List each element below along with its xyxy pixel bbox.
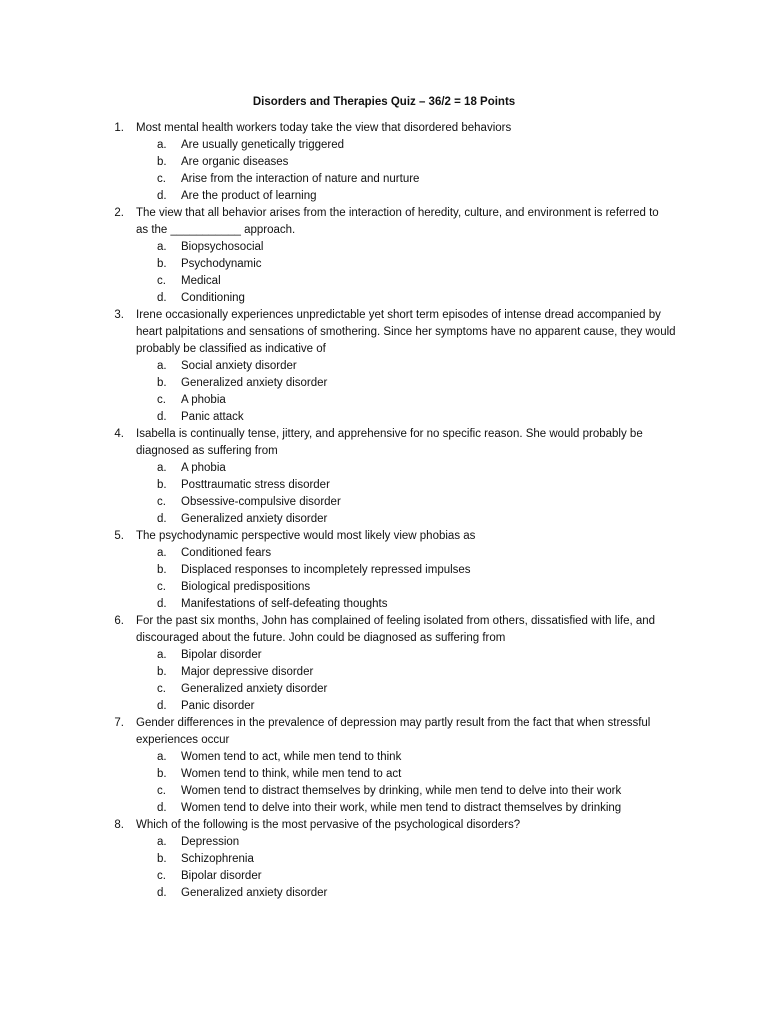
answer-option [0,851,768,868]
answer-option [0,188,768,205]
option-text: Social anxiety disorder [181,360,297,372]
option-letter: d. [157,887,167,899]
answer-option [0,460,768,477]
option-text: Conditioned fears [181,547,272,559]
option-letter: c. [157,173,166,185]
answer-option [0,800,768,817]
question-text [136,426,688,460]
option-text: Generalized anxiety disorder [181,377,328,389]
option-letter: a. [157,751,167,763]
option-letter: c. [157,683,166,695]
option-text: Biopsychosocial [181,241,264,253]
option-text: Generalized anxiety disorder [181,683,328,695]
question-item [0,715,768,817]
option-letter: a. [157,462,167,474]
answer-option [0,256,768,273]
option-letter: c. [157,870,166,882]
option-text: Schizophrenia [181,853,254,865]
option-letter: d. [157,190,167,202]
option-letter: a. [157,241,167,253]
answer-option [0,358,768,375]
answer-option [0,766,768,783]
option-letter: b. [157,479,167,491]
option-text: Posttraumatic stress disorder [181,479,330,491]
option-letter: b. [157,768,167,780]
answer-option [0,409,768,426]
answer-option [0,698,768,715]
option-text: A phobia [181,394,226,406]
option-text: Are usually genetically triggered [181,139,345,151]
question-text-line: heart palpitations and sensations of smothering. Since her symptoms have no apparent cause, they would [136,326,676,338]
option-text: Generalized anxiety disorder [181,887,328,899]
answer-option [0,171,768,188]
option-letter: b. [157,258,167,270]
answer-option [0,596,768,613]
question-text-line: The psychodynamic perspective would most likely view phobias as [136,530,476,542]
question-text-line: Most mental health workers today take the view that disordered behaviors [136,122,512,134]
option-letter: b. [157,666,167,678]
answer-option [0,375,768,392]
option-text: Women tend to act, while men tend to think [181,751,402,763]
question-number: 7. [114,717,124,729]
page-title: Disorders and Therapies Quiz – 36/2 = 18 Points [252,96,516,108]
answer-option [0,545,768,562]
question-text [136,817,688,834]
option-text: Women tend to think, while men tend to act [181,768,402,780]
option-letter: b. [157,564,167,576]
answer-option [0,137,768,154]
answer-option [0,290,768,307]
question-text-line: For the past six months, John has complained of feeling isolated from others, dissatisfied with life, and [136,615,656,627]
option-text: Obsessive-compulsive disorder [181,496,341,508]
question-text [136,307,688,358]
answer-option [0,647,768,664]
question-text [136,715,688,749]
option-text: Bipolar disorder [181,649,262,661]
answer-option [0,511,768,528]
option-text: Are the product of learning [181,190,317,202]
question-text-line: diagnosed as suffering from [136,445,278,457]
answer-option [0,392,768,409]
option-text: Women tend to delve into their work, while men tend to distract themselves by drinking [181,802,622,814]
answer-option [0,664,768,681]
option-letter: d. [157,598,167,610]
option-letter: d. [157,411,167,423]
option-letter: c. [157,275,166,287]
question-number: 6. [114,615,124,627]
option-text: Arise from the interaction of nature and nurture [181,173,420,185]
option-letter: b. [157,853,167,865]
question-text-line: probably be classified as indicative of [136,343,326,355]
option-text: Women tend to distract themselves by drinking, while men tend to delve into their work [181,785,622,797]
option-letter: a. [157,547,167,559]
option-letter: d. [157,292,167,304]
option-letter: c. [157,581,166,593]
question-text [136,120,688,137]
answer-option [0,239,768,256]
option-letter: c. [157,496,166,508]
option-text: A phobia [181,462,226,474]
option-letter: a. [157,360,167,372]
option-text: Depression [181,836,240,848]
option-letter: a. [157,836,167,848]
option-text: Displaced responses to incompletely repressed impulses [181,564,471,576]
answer-option [0,868,768,885]
question-number: 2. [114,207,124,219]
answer-option [0,749,768,766]
answer-option [0,681,768,698]
option-text: Psychodynamic [181,258,262,270]
question-text-line: Irene occasionally experiences unpredictable yet short term episodes of intense dread accompanied by [136,309,661,321]
option-letter: a. [157,649,167,661]
question-text-line: Gender differences in the prevalence of depression may partly result from the fact that when stressful [136,717,651,729]
question-item [0,205,768,307]
question-text-line: discouraged about the future. John could be diagnosed as suffering from [136,632,506,644]
answer-option [0,273,768,290]
question-text [136,613,688,647]
question-item [0,528,768,613]
question-text-line: Which of the following is the most pervasive of the psychological disorders? [136,819,521,831]
question-item [0,426,768,528]
question-number: 8. [114,819,124,831]
answer-option [0,494,768,511]
option-letter: d. [157,802,167,814]
question-text-line: The view that all behavior arises from the interaction of heredity, culture, and environment is referred to [136,207,659,219]
question-text-line: Isabella is continually tense, jittery, and apprehensive for no specific reason. She would probably be [136,428,643,440]
option-letter: d. [157,513,167,525]
option-text: Generalized anxiety disorder [181,513,328,525]
option-letter: a. [157,139,167,151]
option-text: Manifestations of self-defeating thoughts [181,598,388,610]
option-text: Panic disorder [181,700,255,712]
question-text-line: as the ___________ approach. [136,224,296,236]
option-text: Are organic diseases [181,156,289,168]
option-letter: d. [157,700,167,712]
option-text: Conditioning [181,292,245,304]
answer-option [0,834,768,851]
question-item [0,307,768,426]
question-item [0,120,768,205]
question-number: 5. [114,530,124,542]
option-letter: b. [157,377,167,389]
question-text [136,205,688,239]
question-text-line: experiences occur [136,734,230,746]
question-number: 1. [114,122,124,134]
answer-option [0,562,768,579]
option-text: Medical [181,275,221,287]
option-text: Major depressive disorder [181,666,314,678]
question-number: 4. [114,428,124,440]
option-text: Bipolar disorder [181,870,262,882]
question-item [0,613,768,715]
option-letter: c. [157,394,166,406]
answer-option [0,885,768,902]
answer-option [0,477,768,494]
option-letter: b. [157,156,167,168]
answer-option [0,579,768,596]
option-letter: c. [157,785,166,797]
answer-option [0,154,768,171]
question-list [0,120,768,902]
option-text: Biological predispositions [181,581,311,593]
question-number: 3. [114,309,124,321]
option-text: Panic attack [181,411,244,423]
question-item [0,817,768,902]
answer-option [0,783,768,800]
question-text [136,528,688,545]
